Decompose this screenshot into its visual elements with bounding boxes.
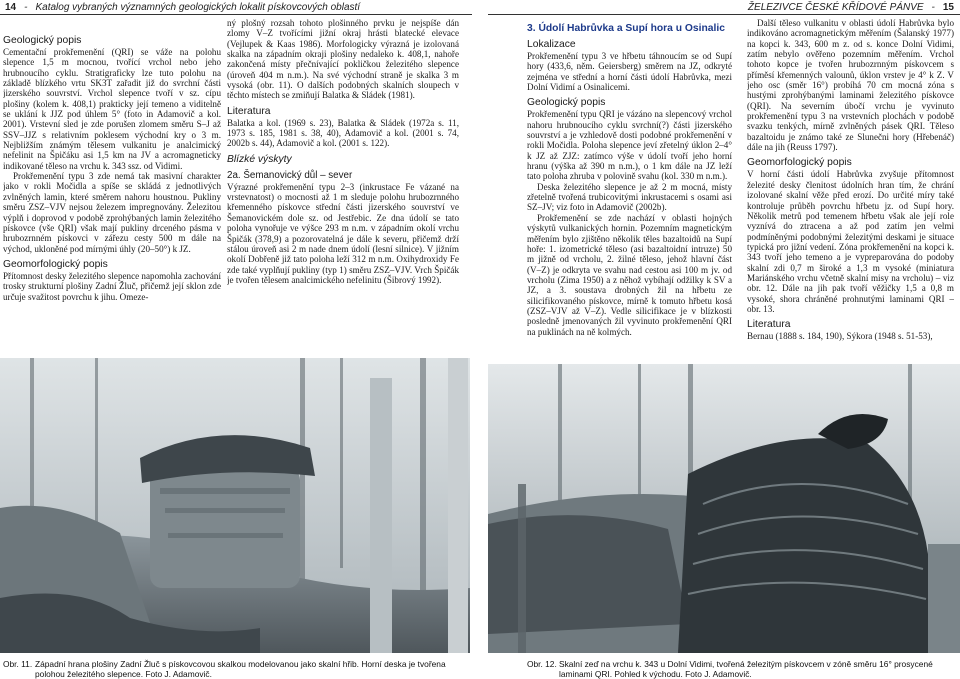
right-header-rule xyxy=(488,14,960,15)
sandstone-rock-photo-illustration xyxy=(0,358,470,653)
figure-11-photo xyxy=(0,358,470,653)
column-4 xyxy=(747,18,954,358)
left-running-title: Katalog vybraných významných geologických lokalit pískovcových oblastí xyxy=(35,1,361,13)
heading-geology-1: Geologický popis xyxy=(3,35,82,46)
paragraph: V horní části údolí Habrůvka zvyšuje přítomnost železité desky členitost údolních hran tím, že chrání izolované skalní věže před erozí. Do určité míry také kontroluje průběh povrchu hřbetu jz. od Supí hory. Několik metrů pod temenem hřbetu však ale její role vyznívá do ztracena a až pod zatím jen velmi podmíněnými podobnými železitými deskami je situace typická pro jižní vedení. Zóna prokřemenění na kopci k. 343 tvoří jeho temeno a je vypreparována do podoby skalní zdi 0,7 m široké a 1,3 m vysoké (miniatura Mariánského vrchu včetně skalní misy na vrcholu) – viz obr. 12. Dále na jih pak tvoří věžičky 1,5 a 0,8 m vysoké, shora chráněné prohnutými laminami QRI – obr. 13. xyxy=(747,169,954,314)
paragraph: Cementační prokřemenění (QRI) se váže na polohu slepence 1,5 m mocnou, tvořící vrchol nebo jeho hrubnoucího cyklu. Stratigraficky lze tuto polohu na základě blízkého vrtu SK3T zařadit již do svrchní části jizerského souvrství. Vrchol slepence tvoří v sz. cípu plošiny (kolem k. 408,1) prakticky její temeno a viditelně se uklání k JJZ pod úhlem 5° (foto in Adamovič a kol. 2001). Vrstevní sled je zde porušen zlomem směru S–J až SSV–JJZ s relativním poklesem východní kry o 3 m. Nejbližším známým tělesem vulkanitu je analcimický nefelinit na Špičáku asi 1,5 km na JV a acromagneticky indikované těleso na vrchu k. 343 ssz. od Vidimi. xyxy=(3,47,221,171)
figure-12-text: Skalní zeď na vrchu k. 343 u Dolní Vidimi, tvořená železitým pískovcem v zóně směru 16° prosycené laminami QRI. Pohled k východu. Foto J. Adamovič. xyxy=(559,659,933,679)
paragraph: Přítomnost desky železitého slepence napomohla zachování trosky strukturní plošiny Zadní Žluč, přičemž její sklon zde určuje svažitost povrchu k jihu. Omeze- xyxy=(3,270,221,302)
left-header-rule xyxy=(0,14,472,15)
figure-11-label: Obr. 11. xyxy=(3,659,33,669)
paragraph: ný plošný rozsah tohoto plošinného prvku je nejspíše dán zlomy V–Z tvořícími jižní okraj hrásti blatecké elevace (Vejlupek & Kaas 1986). Morfologicky výrazná je izolovaná skalka na západním okraji plošiny nedaleko k. 408,1, nahoře zakončená místy přečnívající pokličkou železitého slepence (úroveň 404 m n.m.). Na své východní straně je skalka 3 m vysoká (obr. 11). O dalších podobných skalních sloupech v těchto místech se zmiňují Balatka & Sládek (1981). xyxy=(227,18,459,101)
paragraph: Prokřemenění typu 3 zde nemá tak masivní charakter jako v rokli Močidla a spíše se skládá z jednotlivých zvlněných lamin, které směrem nahoru houstnou. Pukliny směru ZSZ–VJV nejsou železem impregnovány. Železitou výplň i doprovod v podobě zprohýbaných lamin železitého pískovce (vše QRI) však mají pukliny drceného pásma v hrubozrnném pískovci v zářezu cesty 500 m dále na východ, ukloněné pod mírnými úhly (20–50°) k JZ. xyxy=(3,171,221,254)
right-running-title: ŽELEZIVCE ČESKÉ KŘÍDOVÉ PÁNVE xyxy=(747,1,924,13)
rock-wall-photo-illustration xyxy=(488,364,960,653)
heading-locality-3: 3. Údolí Habrůvka a Supí hora u Osinalic xyxy=(527,23,725,34)
right-page-number: 15 xyxy=(942,1,954,13)
heading-lokalizace: Lokalizace xyxy=(527,39,576,50)
heading-geomorph-1: Geomorfologický popis xyxy=(3,258,108,270)
heading-2a: 2a. Šemanovický důl – sever xyxy=(227,169,353,181)
figure-11-caption xyxy=(3,659,463,679)
heading-nearby: Blízké výskyty xyxy=(227,153,292,165)
literature-list: Balatka a kol. (1969 s. 23), Balatka & Sládek (1972a s. 11, 1973 s. 185, 1981 s. 38, 40), Adamovič a kol. (2001 s. 74, 2002b s. 44), Adamovič a kol. (2001 s. 122). xyxy=(227,117,459,149)
column-2 xyxy=(227,18,459,348)
heading-geology-3: Geologický popis xyxy=(527,97,606,109)
paragraph: Deska železitého slepence je až 2 m mocná, místy zřetelně tvořená trubicovitými inkrustacemi s osami asi SZ–JV; viz foto in Adamovič (2002b). xyxy=(527,181,732,213)
left-page-number: 14 xyxy=(5,1,17,13)
paragraph: Prokřemenění typu 3 ve hřbetu táhnoucím se od Supí hory (433,6, něm. Geiersberg) směrem na JZ, odkryté zejména ve střední a horní části údolí Habrůvka, mezi Dolní Vidimí a Osinalicemi. xyxy=(527,51,732,93)
figure-12-label: Obr. 12. xyxy=(527,659,557,669)
paragraph: Prokřemenění typu QRI je vázáno na slepencový vrchol nahoru hrubnoucího cyklu svrchní(?) části jizerského souvrství a je vzhledově dosti podobné prokřemenění v rokli Močidla. Poloha slepence jeví zřetelný úklon 2–4° k JZ až ZJZ: zatímco výše v údolí tvoří jeho horní hranu (výška až 390 m n.m.), o 1 km dále na JZ leží tato poloha zhruba v polovině svahu (kol. 330 m n.m.). xyxy=(527,109,732,182)
left-page-header: 14 - Katalog vybraných významných geologických lokalit pískovcových oblastí xyxy=(5,1,361,13)
heading-geomorph-4: Geomorfologický popis xyxy=(747,157,852,169)
right-page-header: ŽELEZIVCE ČESKÉ KŘÍDOVÉ PÁNVE - 15 xyxy=(747,1,954,13)
figure-11-text: Západní hrana plošiny Zadní Žluč s pískovcovou skalkou modelovanou jako skalní hřib. Horní deska je tvořena polohou železitého slepence. Foto J. Adamovič. xyxy=(35,659,446,679)
paragraph: Výrazné prokřemenění typu 2–3 (inkrustace Fe vázané na vrstevnatost) o mocnosti až 1 m sleduje polohu hrubozrnného křemenného pískovce střední části jizerského souvrství ve Šemanovickém dole sz. od Jestřebic. Ze dna údolí se tato poloha vynořuje ve výšce 293 m n.m. v západním okolí vrchu Špičák (378,9) a pozorovatelná je dále k severu, přičemž drží stálou úroveň asi 2 m nade dnem údolí (lesní silnice). V jižním okolí Dobřeně již tato poloha leží 312 m n.m. Oxihydroxidy Fe zde také vyplňují pukliny (typ 1) směru ZSZ–VJV. Vrch Špičák je tvořen tělesem analcimického nefelinitu (Šibrový 1992). xyxy=(227,181,459,285)
column-3 xyxy=(527,18,732,358)
heading-literature-2: Literatura xyxy=(227,105,271,117)
heading-literature-4: Literatura xyxy=(747,319,791,331)
literature-list: Bernau (1888 s. 184, 190), Sýkora (1948 s. 51-53), xyxy=(747,331,933,342)
paragraph: Další těleso vulkanitu v oblasti údolí Habrůvka bylo indikováno acromagnetickým měřením (Šalanský 1977) na kopci k. 343, 600 m z. od s. konce Dolní Vidimi, zatím nebylo ověřeno pozemním měřením. Vrchol tohoto kopce je tvořen hrubozrnným pískovcem s příměsí křemenných valounů, úklon vrstev je 4° k Z. V jeho osc (směr 16°) probíhá 70 cm mocná zóna s hustými zprohýbanými laminami železitého pískovce (QRI). Na severním úbočí vrchu je vyvinuto prokřemenění typu 3 na vrstevních plochách v podobě svazku tenkých, mírně zvlněných pásek QRI. Těleso bazaltoidu je známo také ze Slunečni hory (Hřebenáč) dále na jih (Reuss 1797). xyxy=(747,18,954,153)
column-1 xyxy=(3,30,221,348)
figure-12-photo xyxy=(488,364,960,653)
paragraph: Prokřemenění se zde nachází v oblasti hojných výskytů vulkanických hornin. Pozemním magnetickým měřením bylo zjištěno několik těles bazaltoidů na Supí hoře: 1. izometrické těleso (asi bazaltoidní intruze) 50 m jižně od vrcholu, 2. žilné těleso, jehož hlavní část (V–Z) je odkryta ve svahu nad cestou asi 100 m jv. od vrcholu (Zima 1950) a z něhož vybíhají odžilky k SV a JZ, a 3. soustava drobných žil na hřbetu ze silicifikovaného pískovce, mírně k tomuto hřbetu kosá (ZSZ–VJV až V–Z). Vedle silicifikace je v blízkosti posledně jmenovaných žil vyvinuto prokřemenění QRI na puklinách na ně kolmých. xyxy=(527,212,732,337)
figure-12-caption xyxy=(527,659,955,679)
